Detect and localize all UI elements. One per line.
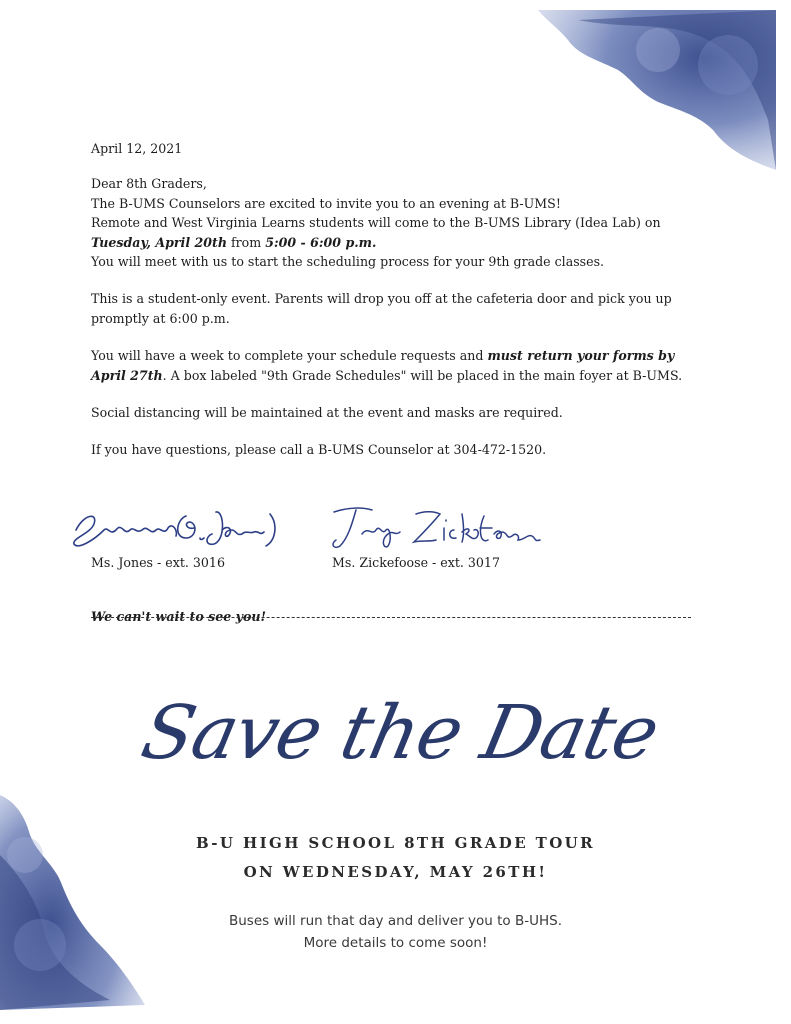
signature-zickefoose <box>322 500 552 552</box>
watercolor-corner-bottom-left <box>0 795 150 1010</box>
zickefoose-extension: Ms. Zickefoose - ext. 3017 <box>332 555 500 570</box>
scheduling-line: You will meet with us to start the scheduling process for your 9th grade classes. <box>91 254 605 270</box>
buses-line-2: More details to come soon! <box>303 935 488 951</box>
deadline-pre: You will have a week to complete your schedule requests and <box>91 348 488 364</box>
tour-line-2: ON WEDNESDAY, MAY 26TH! <box>243 863 548 881</box>
event-datetime <box>91 233 711 252</box>
deadline-post: . A box labeled "9th Grade Schedules" will be placed in the main foyer at B-UMS. <box>162 367 683 383</box>
greeting: Dear 8th Graders, <box>91 176 207 192</box>
event-time: 5:00 - 6:00 p.m. <box>265 234 377 250</box>
tour-announcement <box>0 829 791 887</box>
buses-line-1: Buses will run that day and deliver you to B-UHS. <box>228 913 563 929</box>
jones-extension: Ms. Jones - ext. 3016 <box>91 555 225 570</box>
paragraph-contact: If you have questions, please call a B-UMS Counselor at 304-472-1520. <box>91 442 547 458</box>
invite-line: The B-UMS Counselors are excited to invite you to an evening at B-UMS! <box>91 195 561 211</box>
signature-jones <box>64 500 294 552</box>
signature-block <box>64 500 564 580</box>
bus-details <box>0 910 791 954</box>
event-date: Tuesday, April 20th <box>91 234 227 250</box>
remote-line: Remote and West Virginia Learns students will come to the B-UMS Library (Idea Lab) on <box>91 215 661 231</box>
cut-line-divider <box>91 617 691 618</box>
closing-line: We can't wait to see you! <box>91 608 267 624</box>
letter-date: April 12, 2021 <box>91 141 183 156</box>
paragraph-student-only: This is a student-only event. Parents will drop you off at the cafeteria door and pick you up promptly at 6:00 p.m. <box>91 291 672 326</box>
invitation-letter <box>91 139 711 478</box>
save-the-date-heading <box>134 690 666 800</box>
paragraph-distancing: Social distancing will be maintained at the event and masks are required. <box>91 405 563 421</box>
save-the-date-script: Save the Date <box>134 690 666 776</box>
paragraph-invite <box>91 174 711 271</box>
tour-line-1: B-U HIGH SCHOOL 8TH GRADE TOUR <box>195 834 596 852</box>
deadline-emphasis: must return your forms by April 27th <box>91 348 675 383</box>
paragraph-deadline <box>91 346 711 385</box>
from-text: from <box>226 234 266 250</box>
